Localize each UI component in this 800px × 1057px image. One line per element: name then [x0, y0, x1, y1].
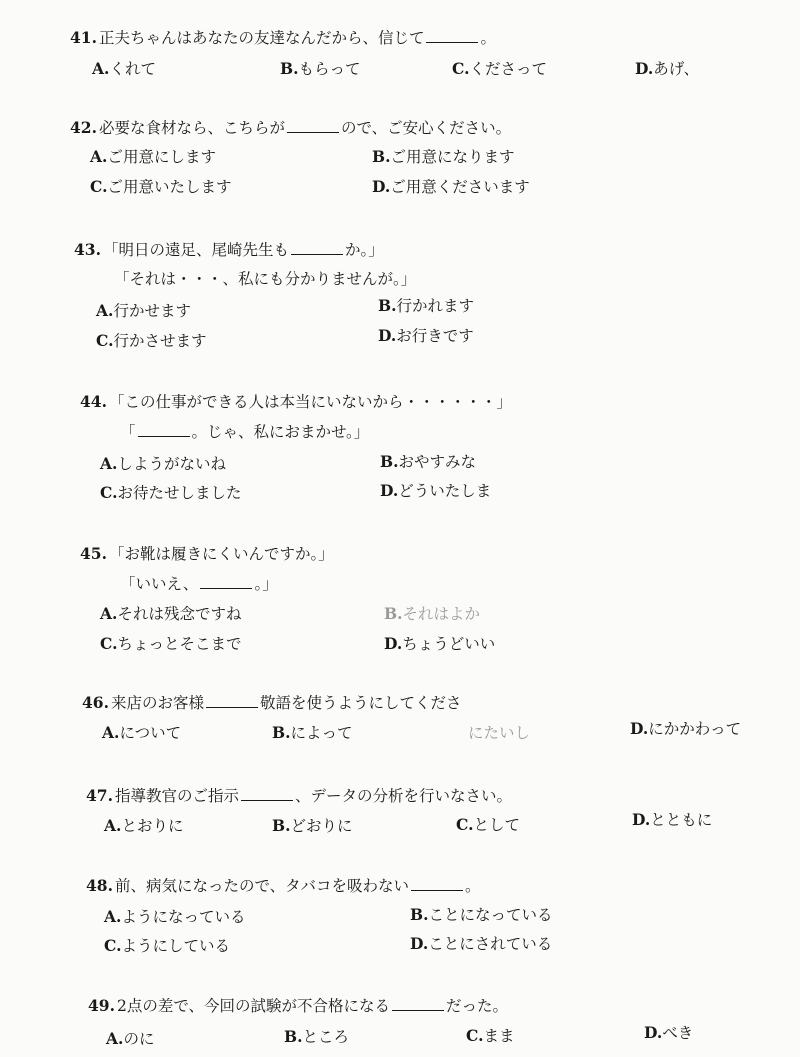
question-stem — [80, 392, 512, 412]
stem-text: 来店のお客様 — [110, 694, 204, 712]
stem-text-end: 敬語を使うようにしてくださ — [259, 694, 462, 712]
option-c[interactable]: C.まま — [466, 1026, 515, 1045]
stem-text: 必要な食材なら、こちらが — [98, 119, 285, 137]
answer-blank — [241, 788, 293, 801]
stem-text: 「明日の遠足、尾崎先生も — [102, 241, 289, 259]
option-d[interactable]: D.あげ、 — [635, 59, 700, 78]
question-stem — [80, 544, 334, 564]
option-c[interactable]: C.行かさせます — [96, 331, 207, 350]
option-b[interactable]: B.もらって — [280, 59, 361, 78]
question-number: 42. — [70, 118, 97, 137]
option-c[interactable]: C.ご用意いたします — [90, 177, 232, 196]
answer-blank — [411, 878, 463, 891]
option-b[interactable]: B.ことになっている — [410, 905, 553, 924]
stem-text-end: 。 — [465, 877, 481, 895]
question-stem — [88, 996, 508, 1016]
answer-blank — [287, 120, 339, 133]
question-stem — [70, 28, 496, 48]
answer-blank — [291, 242, 343, 255]
option-b[interactable]: B.どおりに — [272, 816, 353, 835]
option-c[interactable]: にたいし — [468, 724, 531, 742]
question-number: 44. — [80, 392, 107, 411]
question-stem — [74, 240, 384, 260]
answer-blank — [426, 30, 478, 43]
answer-blank — [200, 576, 252, 589]
option-a[interactable]: A.について — [102, 723, 182, 742]
stem-text: 正夫ちゃんはあなたの友達なんだから、信じて — [98, 29, 425, 47]
option-d[interactable]: D.とともに — [632, 810, 713, 829]
stem-text: 「この仕事ができる人は本当にいないから・・・・・・」 — [108, 393, 512, 411]
option-b[interactable]: B.ところ — [284, 1027, 350, 1046]
stem-text: 「お靴は履きにくいんですか。」 — [108, 545, 334, 563]
stem-text-end: 、データの分析を行いなさい。 — [294, 787, 512, 805]
stem-text: 前、病気になったので、タバコを吸わない — [114, 877, 410, 895]
question-stem — [86, 786, 512, 806]
option-a[interactable]: A.のに — [106, 1029, 155, 1048]
option-b[interactable]: B.によって — [272, 723, 353, 742]
option-c[interactable]: C.ちょっとそこまで — [100, 634, 242, 653]
option-a[interactable]: A.ようになっている — [104, 907, 246, 926]
question-number: 47. — [86, 786, 113, 805]
question-number: 48. — [86, 876, 113, 895]
option-c[interactable]: C.ようにしている — [104, 936, 230, 955]
stem-text-end: か。」 — [344, 241, 384, 259]
option-c[interactable]: C.くださって — [452, 59, 547, 78]
question-stem — [86, 876, 481, 896]
answer-blank — [392, 998, 444, 1011]
option-d[interactable]: D.にかかわって — [630, 719, 742, 738]
stem-text: 指導教官のご指示 — [114, 787, 239, 805]
stem-text: 2点の差で、今回の試験が不合格になる — [116, 997, 391, 1015]
option-d[interactable]: D.ご用意くださいます — [372, 177, 530, 196]
dialogue-reply: 「 。じゃ、私におまかせ。」 — [120, 423, 370, 441]
question-number: 49. — [88, 996, 115, 1015]
question-stem — [82, 693, 462, 713]
stem-text-end: だった。 — [446, 997, 509, 1015]
option-b[interactable]: B.行かれます — [378, 296, 475, 315]
question-number: 46. — [82, 693, 109, 712]
option-a[interactable]: A.ご用意にします — [90, 147, 216, 166]
option-c[interactable]: C.として — [456, 815, 520, 834]
stem-text-end: ので、ご安心ください。 — [340, 119, 512, 137]
question-number: 41. — [70, 28, 97, 47]
option-b[interactable]: B.おやすみな — [380, 452, 477, 471]
option-a[interactable]: A.くれて — [92, 59, 156, 78]
option-b[interactable]: B.それはよか — [384, 604, 481, 623]
option-d[interactable]: D.ちょうどいい — [384, 634, 496, 653]
option-d[interactable]: D.ことにされている — [410, 934, 553, 953]
question-number: 45. — [80, 544, 107, 563]
option-c[interactable]: C.お待たせしました — [100, 483, 242, 502]
answer-blank — [206, 695, 258, 708]
dialogue-reply: 「それは・・・、私にも分かりませんが。」 — [114, 270, 417, 288]
option-d[interactable]: D.お行きです — [378, 326, 474, 345]
option-d[interactable]: D.どういたしま — [380, 481, 492, 500]
dialogue-reply: 「いいえ、 。」 — [120, 575, 278, 593]
option-a[interactable]: A.しようがないね — [100, 454, 226, 473]
option-a[interactable]: A.それは残念ですね — [100, 604, 242, 623]
option-a[interactable]: A.とおりに — [104, 816, 184, 835]
option-b[interactable]: B.ご用意になります — [372, 147, 515, 166]
stem-text-end: 。 — [480, 29, 496, 47]
question-number: 43. — [74, 240, 101, 259]
question-stem — [70, 118, 511, 138]
option-a[interactable]: A.行かせます — [96, 301, 191, 320]
answer-blank — [138, 424, 190, 437]
option-d[interactable]: D.べき — [644, 1023, 694, 1042]
